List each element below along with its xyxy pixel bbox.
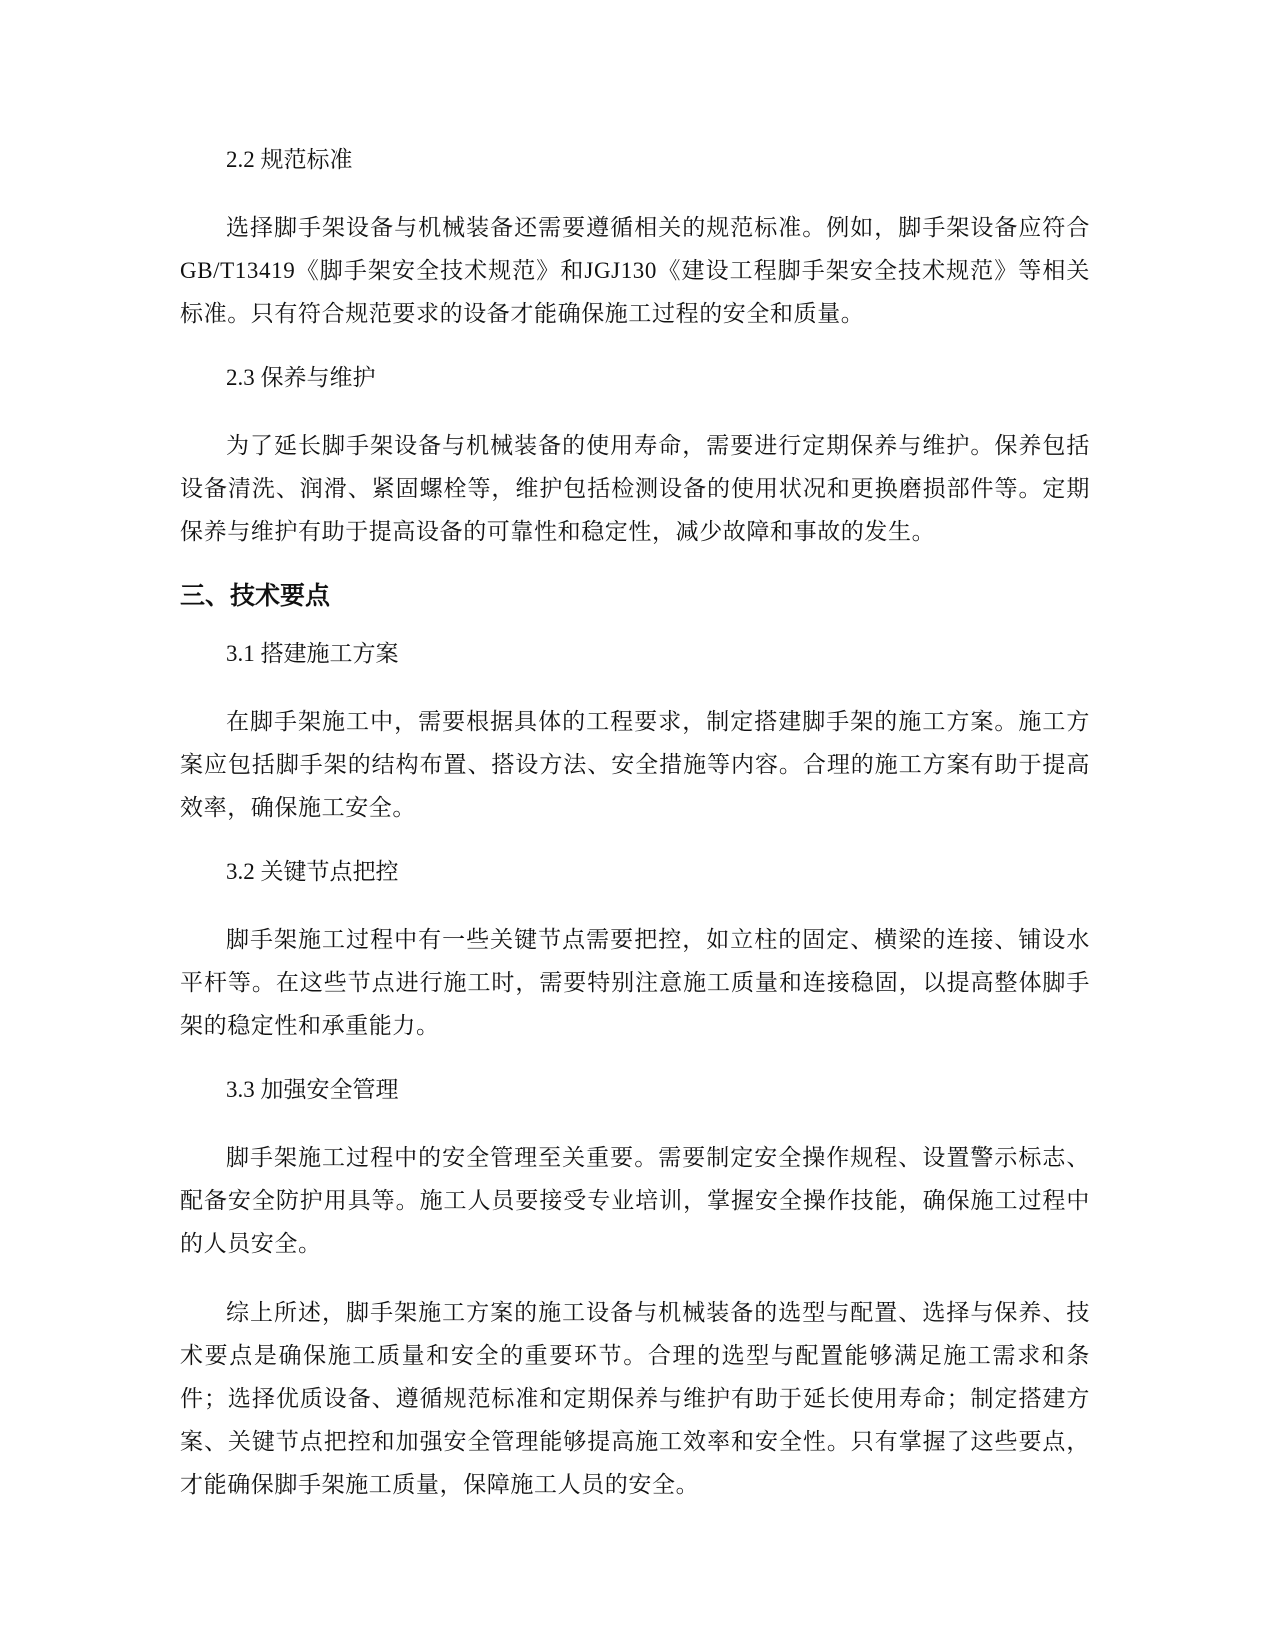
subsection-heading-2-2: 2.2 规范标准: [226, 147, 353, 172]
paragraph-3-1: 在脚手架施工中，需要根据具体的工程要求，制定搭建脚手架的施工方案。施工方案应包括脚手架的结构布置、搭设方法、安全措施等内容。合理的施工方案有助于提高效率，确保施工安全。: [180, 709, 1090, 820]
section-heading-3: 三、技术要点: [180, 581, 331, 610]
paragraph-summary: 综上所述，脚手架施工方案的施工设备与机械装备的选型与配置、选择与保养、技术要点是确保施工质量和安全的重要环节。合理的选型与配置能够满足施工需求和条件；选择优质设备、遵循规范标准和定期保养与维护有助于延长使用寿命；制定搭建方案、关键节点把控和加强安全管理能够提高施工效率和安全性。只有掌握了这些要点，才能确保脚手架施工质量，保障施工人员的安全。: [180, 1300, 1090, 1497]
document-page: [180, 143, 1090, 1532]
subsection-heading-3-1: 3.1 搭建施工方案: [226, 641, 399, 666]
paragraph-3-2: 脚手架施工过程中有一些关键节点需要把控，如立柱的固定、横梁的连接、铺设水平杆等。在这些节点进行施工时，需要特别注意施工质量和连接稳固，以提高整体脚手架的稳定性和承重能力。: [180, 927, 1090, 1038]
subsection-heading-2-3: 2.3 保养与维护: [226, 365, 376, 390]
paragraph-3-3: 脚手架施工过程中的安全管理至关重要。需要制定安全操作规程、设置警示标志、配备安全防护用具等。施工人员要接受专业培训，掌握安全操作技能，确保施工过程中的人员安全。: [180, 1145, 1090, 1256]
paragraph-2-3: 为了延长脚手架设备与机械装备的使用寿命，需要进行定期保养与维护。保养包括设备清洗、润滑、紧固螺栓等，维护包括检测设备的使用状况和更换磨损部件等。定期保养与维护有助于提高设备的可靠性和稳定性，减少故障和事故的发生。: [180, 433, 1090, 544]
subsection-heading-3-3: 3.3 加强安全管理: [226, 1077, 399, 1102]
subsection-heading-3-2: 3.2 关键节点把控: [226, 859, 399, 884]
paragraph-2-2: 选择脚手架设备与机械装备还需要遵循相关的规范标准。例如，脚手架设备应符合GB/T13419《脚手架安全技术规范》和JGJ130《建设工程脚手架安全技术规范》等相关标准。只有符合规范要求的设备才能确保施工过程的安全和质量。: [180, 215, 1090, 326]
